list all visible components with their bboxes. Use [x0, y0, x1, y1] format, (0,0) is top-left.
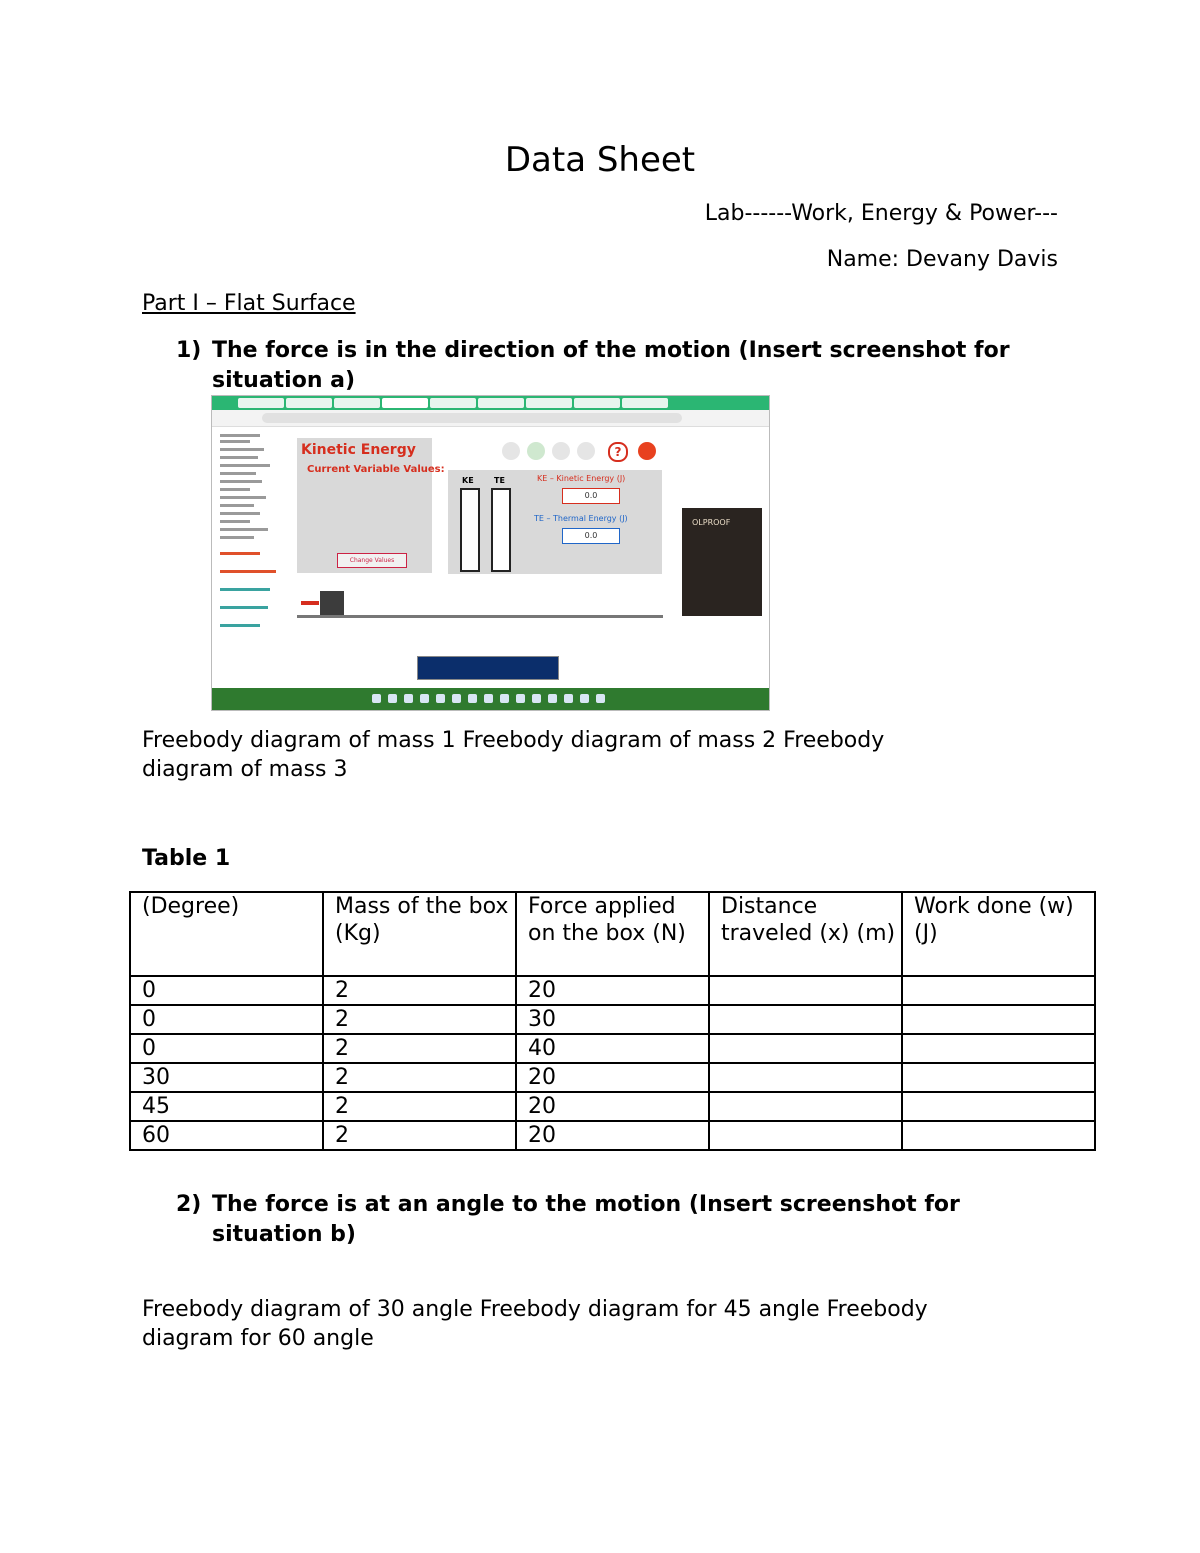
question-2 — [176, 1190, 1032, 1250]
table-cell — [709, 1034, 902, 1063]
data-table — [129, 891, 1096, 1151]
taskbar-icon — [436, 694, 445, 703]
ke-bar — [460, 488, 480, 572]
browser-tab-bar — [212, 396, 769, 410]
table-cell: 0 — [130, 1034, 323, 1063]
reset-icon — [577, 442, 595, 460]
sim-sidebar — [220, 432, 290, 672]
taskbar-icon — [500, 694, 509, 703]
sim-title: Kinetic Energy — [301, 442, 416, 458]
table-cell: 2 — [323, 1063, 516, 1092]
change-values-button: Change Values — [337, 553, 407, 568]
table-cell — [709, 1121, 902, 1150]
browser-tab — [334, 398, 380, 408]
table-cell — [902, 1121, 1095, 1150]
table-cell — [902, 1005, 1095, 1034]
browser-tab — [526, 398, 572, 408]
taskbar-icon — [388, 694, 397, 703]
table-cell — [902, 1034, 1095, 1063]
te-legend: TE – Thermal Energy (J) — [534, 514, 628, 523]
home-icon — [638, 442, 656, 460]
table-cell: 0 — [130, 1005, 323, 1034]
table-header-cell: Force applied on the box (N) — [516, 892, 709, 976]
simulation-screenshot — [211, 395, 770, 711]
question-2-number: 2) — [176, 1192, 202, 1217]
table-cell — [709, 1092, 902, 1121]
table-cell: 2 — [323, 1034, 516, 1063]
taskbar-icon — [372, 694, 381, 703]
taskbar-icon — [532, 694, 541, 703]
table-cell: 30 — [516, 1005, 709, 1034]
ke-value: 0.0 — [562, 488, 620, 504]
bottom-banner-ad — [417, 656, 559, 680]
table-row — [130, 976, 1095, 1005]
taskbar-icon — [452, 694, 461, 703]
ke-bar-label: KE — [462, 476, 474, 485]
taskbar-icon — [404, 694, 413, 703]
ke-legend: KE – Kinetic Energy (J) — [537, 474, 626, 483]
table-cell — [709, 976, 902, 1005]
table-header-cell: (Degree) — [130, 892, 323, 976]
rewind-icon — [502, 442, 520, 460]
question-1-text: The force is in the direction of the motion (Insert screenshot for situation a) — [212, 338, 1010, 393]
table-row — [130, 1092, 1095, 1121]
taskbar-icon — [564, 694, 573, 703]
play-icon — [527, 442, 545, 460]
browser-tab — [238, 398, 284, 408]
te-bar — [491, 488, 511, 572]
table-cell: 40 — [516, 1034, 709, 1063]
table-row — [130, 1005, 1095, 1034]
table-cell — [709, 1063, 902, 1092]
table-row — [130, 1121, 1095, 1150]
table-header-row — [130, 892, 1095, 976]
fbd-prompt-part1: Freebody diagram of mass 1 Freebody diagram of mass 2 Freebody diagram of mass 3 — [142, 728, 885, 782]
taskbar-icon — [596, 694, 605, 703]
browser-tab-active — [382, 398, 428, 408]
table-row — [130, 1063, 1095, 1092]
browser-address-bar — [212, 410, 769, 427]
taskbar-icon — [516, 694, 525, 703]
table-cell: 20 — [516, 1092, 709, 1121]
step-icon — [552, 442, 570, 460]
browser-tab — [430, 398, 476, 408]
taskbar-icon — [468, 694, 477, 703]
table-cell: 20 — [516, 976, 709, 1005]
url-field — [262, 413, 682, 423]
advertisement-text: OLPROOF — [692, 518, 731, 527]
question-2-text: The force is at an angle to the motion (Insert screenshot for situation b) — [212, 1192, 960, 1247]
taskbar-icon — [548, 694, 557, 703]
table-cell: 45 — [130, 1092, 323, 1121]
taskbar-icon — [420, 694, 429, 703]
table-cell — [902, 976, 1095, 1005]
table-cell: 2 — [323, 1005, 516, 1034]
table-cell: 2 — [323, 1092, 516, 1121]
flat-surface — [297, 615, 663, 618]
lab-title: Lab------Work, Energy & Power--- — [704, 201, 1058, 226]
table-header-cell: Distance traveled (x) (m) — [709, 892, 902, 976]
question-1-number: 1) — [176, 338, 202, 363]
browser-tab — [622, 398, 668, 408]
te-bar-label: TE — [494, 476, 505, 485]
table-row — [130, 1034, 1095, 1063]
fbd-prompt-part2: Freebody diagram of 30 angle Freebody diagram for 45 angle Freebody diagram for 60 angle — [142, 1297, 928, 1351]
table-cell: 2 — [323, 1121, 516, 1150]
table-header-cell: Work done (w) (J) — [902, 892, 1095, 976]
browser-tab — [478, 398, 524, 408]
current-values-label: Current Variable Values: — [307, 464, 445, 475]
table-cell: 30 — [130, 1063, 323, 1092]
force-arrow — [301, 601, 319, 605]
taskbar-icon — [580, 694, 589, 703]
taskbar-icon — [484, 694, 493, 703]
browser-tab — [286, 398, 332, 408]
table-cell: 20 — [516, 1063, 709, 1092]
browser-tab — [574, 398, 620, 408]
table-cell — [709, 1005, 902, 1034]
table-cell — [902, 1092, 1095, 1121]
table-cell: 20 — [516, 1121, 709, 1150]
table-header-cell: Mass of the box (Kg) — [323, 892, 516, 976]
table-cell — [902, 1063, 1095, 1092]
student-name: Name: Devany Davis — [826, 247, 1058, 272]
part1-heading: Part I – Flat Surface — [142, 291, 356, 316]
table-cell: 60 — [130, 1121, 323, 1150]
help-icon: ? — [608, 442, 628, 462]
table-title: Table 1 — [142, 846, 231, 871]
table-cell: 2 — [323, 976, 516, 1005]
mass-box — [320, 591, 344, 615]
page-title: Data Sheet — [504, 140, 696, 180]
te-value: 0.0 — [562, 528, 620, 544]
question-1 — [176, 336, 1032, 396]
table-cell: 0 — [130, 976, 323, 1005]
